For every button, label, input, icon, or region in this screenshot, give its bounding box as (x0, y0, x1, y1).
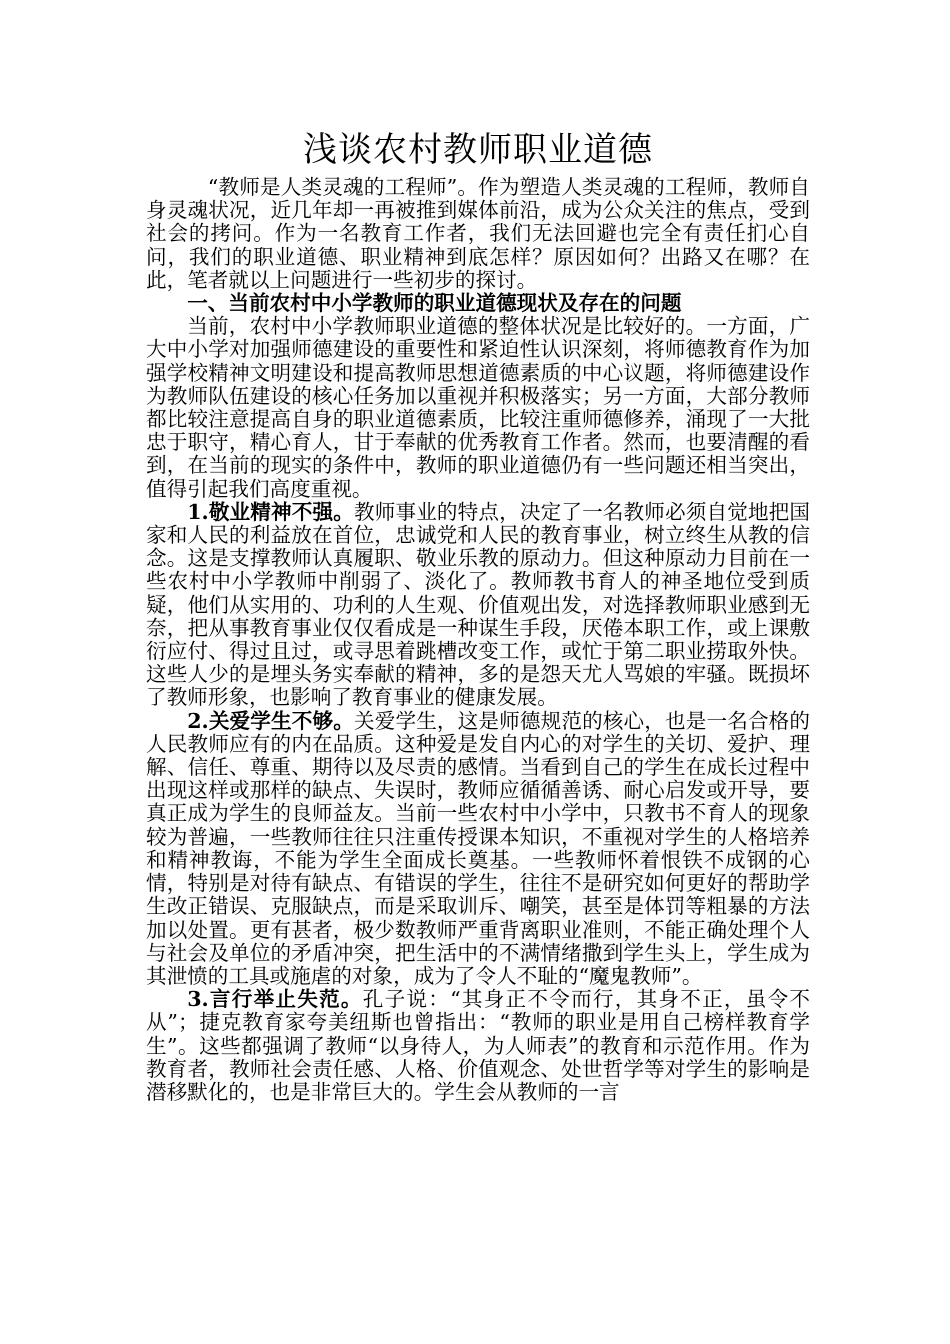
section-heading: 一、当前农村中小学教师的职业道德现状及存在的问题 (187, 291, 682, 316)
document-title: 浅谈农村教师职业道德 (303, 130, 653, 170)
point-3-body: 孔子说：“其身正不令而行，其身不正，虽令不从”；捷克教育家夸美纽斯也曾指出：“教师的职业是用自己榜样教育学生”。这些都强调了教师“以身待人，为人师表”的教育和示范作用。作为教育者，教师社会责任感、人格、价值观念、处世哲学等对学生的影响是潜移默化的，也是非常巨大的。学生会从教师的一言 (146, 987, 811, 1104)
point-3-lead: 3.言行举止失范。 (187, 987, 363, 1012)
point-2-paragraph (146, 710, 810, 988)
point-1-paragraph (146, 501, 810, 710)
section-body-paragraph: 当前，农村中小学教师职业道德的整体状况是比较好的。一方面，广大中小学对加强师德建设的重要性和紧迫性认识深刻，将师德教育作为加强学校精神文明建设和提高教师思想道德素质的中心议题，将师德建设作为教师队伍建设的核心任务加以重视并积极落实；另一方面，大部分教师都比较注意提高自身的职业道德素质，比较注重师德修养，涌现了一大批忠于职守，精心育人，甘于奉献的优秀教育工作者。然而，也要清醒的看到，在当前的现实的条件中，教师的职业道德仍有一些问题还相当突出，值得引起我们高度重视。 (146, 314, 810, 501)
point-2-lead: 2.关爱学生不够。 (187, 708, 354, 733)
document-body (146, 128, 810, 1104)
point-2-body: 关爱学生，这是师德规范的核心，也是一名合格的人民教师应有的内在品质。这种爱是发自内心的对学生的关切、爱护、理解、信任、尊重、期待以及尽责的感情。当看到自己的学生在成长过程中出现这样或那样的缺点、失误时，教师应循循善诱、耐心启发或开导，要真正成为学生的良师益友。当前一些农村中小学中，只教书不育人的现象较为普遍，一些教师往往只注重传授课本知识，不重视对学生的人格培养和精神教诲，不能为学生全面成长奠基。一些教师怀着恨铁不成钢的心情，特别是对待有缺点、有错误的学生，往往不是研究如何更好的帮助学生改正错误、克服缺点，而是采取训斥、嘲笑，甚至是体罚等粗暴的方法加以处置。更有甚者，极少数教师严重背离职业准则，不能正确处理个人与社会及单位的矛盾冲突，把生活中的不满情绪撒到学生头上，学生成为其泄愤的工具或施虐的对象，成为了令人不耻的“魔鬼教师”。 (146, 708, 811, 988)
intro-paragraph: “教师是人类灵魂的工程师”。作为塑造人类灵魂的工程师，教师自身灵魂状况，近几年却一再被推到媒体前沿，成为公众关注的焦点，受到社会的拷问。作为一名教育工作者，我们无法回避也完全有责任扪心自问，我们的职业道德、职业精神到底怎样？原因如何？出路又在哪？在此，笔者就以上问题进行一些初步的探讨。 (146, 175, 810, 292)
point-1-lead: 1.敬业精神不强。 (187, 499, 354, 524)
point-3-paragraph (146, 988, 810, 1104)
point-1-body: 教师事业的特点，决定了一名教师必须自觉地把国家和人民的利益放在首位，忠诚党和人民的教育事业，树立终生从教的信念。这是支撑教师认真履职、敬业乐教的原动力。但这种原动力目前在一些农村中小学教师中削弱了、淡化了。教师教书育人的神圣地位受到质疑，他们从实用的、功利的人生观、价值观出发，对选择教师职业感到无奈，把从事教育事业仅仅看成是一种谋生手段，厌倦本职工作，或上课敷衍应付、得过且过，或寻思着跳槽改变工作，或忙于第二职业捞取外快。这些人少的是埋头务实奉献的精神，多的是怨天尤人骂娘的牢骚。既损坏了教师形象，也影响了教育事业的健康发展。 (146, 499, 811, 710)
